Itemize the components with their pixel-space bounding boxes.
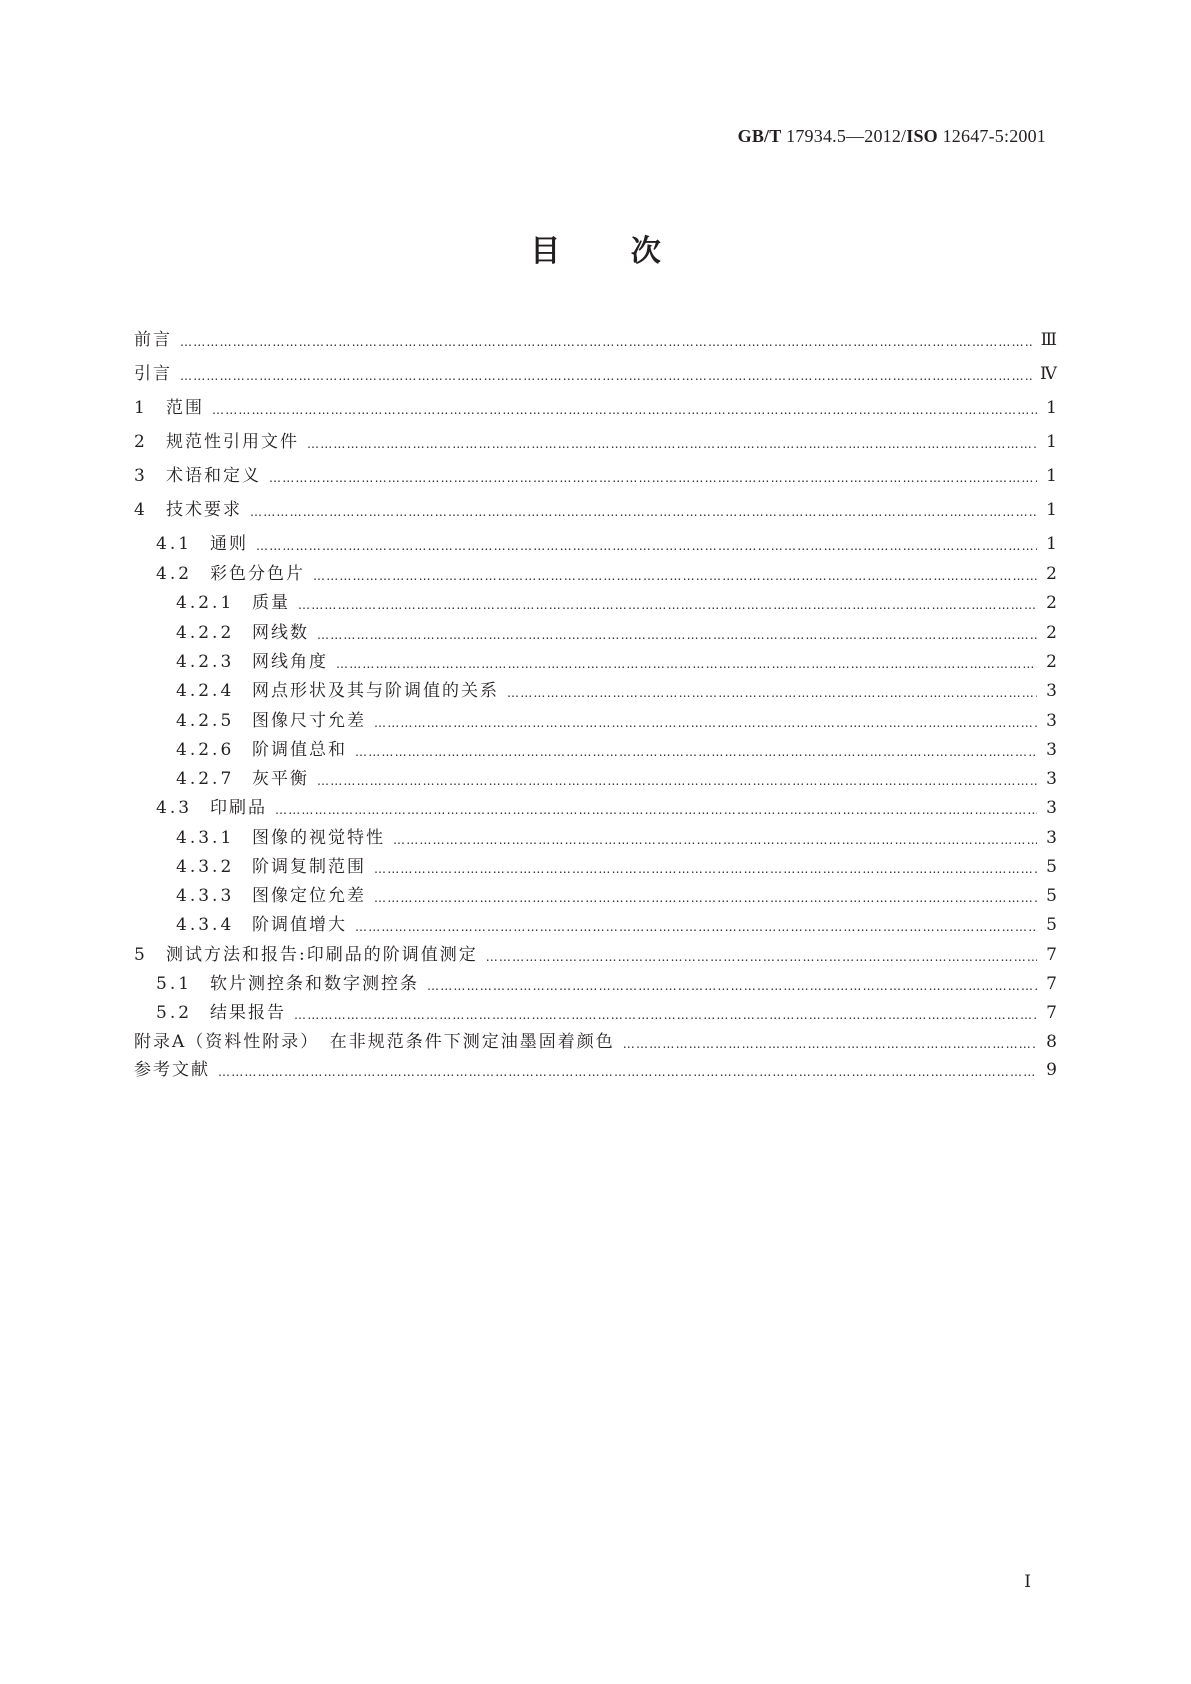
toc-entry[interactable] [134, 395, 1057, 421]
toc-leader-dots [212, 399, 1037, 421]
toc-entry-page: 9 [1046, 1060, 1057, 1080]
toc-entry-page: 3 [1046, 828, 1057, 848]
toc-entry-page: 1 [1046, 534, 1057, 554]
toc-leader-dots [317, 770, 1037, 792]
toc-entry-page: Ⅲ [1040, 330, 1057, 350]
toc-entry[interactable] [134, 1057, 1057, 1083]
toc-entry-title: 网线数 [252, 623, 309, 643]
toc-entry-title: 规范性引用文件 [166, 432, 299, 452]
toc-entry-title: 网点形状及其与阶调值的关系 [252, 681, 499, 701]
toc-entry-title: 软片测控条和数字测控条 [210, 974, 419, 994]
toc-leader-dots [275, 799, 1037, 821]
toc-entry-title: 阶调值增大 [252, 915, 347, 935]
toc-entry-number: 3 [134, 466, 148, 486]
toc-entry-title: 参考文献 [134, 1060, 210, 1080]
toc-entry-number: 4.2.4 [176, 681, 235, 701]
toc-entry-title: 印刷品 [210, 798, 267, 818]
toc-entry[interactable] [134, 854, 1057, 880]
toc-leader-dots [393, 829, 1037, 851]
toc-entry-number: 4.3.1 [176, 828, 235, 848]
toc-entry-page: 3 [1046, 681, 1057, 701]
toc-entry-page: 5 [1046, 857, 1057, 877]
toc-entry-title: 图像定位允差 [252, 886, 366, 906]
toc-entry-number: 4.3.2 [176, 857, 235, 877]
toc-leader-dots [374, 887, 1037, 909]
toc-entry-page: 1 [1046, 466, 1057, 486]
toc-entry[interactable] [134, 620, 1057, 646]
toc-entry-title: 阶调值总和 [252, 740, 347, 760]
toc-leader-dots [623, 1033, 1037, 1055]
toc-leader-dots [317, 624, 1037, 646]
toc-leader-dots [256, 535, 1037, 557]
toc-entry-page: 3 [1046, 769, 1057, 789]
toc-entry-number: 4.2.2 [176, 623, 235, 643]
toc-entry-number: 4.1 [156, 534, 193, 554]
toc-entry-title: 网线角度 [252, 652, 328, 672]
toc-entry[interactable] [134, 883, 1057, 909]
toc-entry-page: 2 [1046, 593, 1057, 613]
toc-entry-page: 1 [1046, 500, 1057, 520]
toc-entry-number: 5 [134, 945, 148, 965]
toc-entry-number: 4.3.4 [176, 915, 235, 935]
toc-entry-title: 图像的视觉特性 [252, 828, 385, 848]
toc-entry-title: 灰平衡 [252, 769, 309, 789]
toc-entry[interactable] [134, 327, 1057, 353]
toc-entry[interactable] [134, 795, 1057, 821]
toc-entry-page: 3 [1046, 711, 1057, 731]
toc-entry-number: 1 [134, 398, 148, 418]
toc-entry-number: 5.2 [156, 1003, 193, 1023]
toc-entry[interactable] [134, 971, 1057, 997]
toc-entry-number: 5.1 [156, 974, 193, 994]
toc-entry-number: 4.3 [156, 798, 193, 818]
standard-iso-label: ISO [906, 126, 938, 146]
toc-leader-dots [298, 594, 1037, 616]
toc-entry-number: 4.2.1 [176, 593, 235, 613]
toc-leader-dots [313, 565, 1037, 587]
toc-entry-page: 3 [1046, 740, 1057, 760]
toc-entry-number: 4.2 [156, 564, 193, 584]
toc-entry-page: 5 [1046, 886, 1057, 906]
toc-leader-dots [180, 365, 1032, 387]
toc-entry[interactable] [134, 737, 1057, 763]
toc-leader-dots [269, 467, 1037, 489]
toc-entry[interactable] [134, 561, 1057, 587]
toc-entry-page: 2 [1046, 652, 1057, 672]
toc-entry[interactable] [134, 912, 1057, 938]
toc-leader-dots [355, 741, 1037, 763]
toc-leader-dots [374, 858, 1037, 880]
toc-entry[interactable] [134, 497, 1057, 523]
page-title: 目 次 [530, 234, 661, 269]
toc-entry-number: 4 [134, 500, 148, 520]
toc-entry-page: 5 [1046, 915, 1057, 935]
toc-entry-title: 范围 [166, 398, 204, 418]
toc-leader-dots [250, 501, 1037, 523]
toc-entry-title: 结果报告 [210, 1003, 286, 1023]
toc-entry[interactable] [134, 678, 1057, 704]
toc-entry[interactable] [134, 1029, 1057, 1055]
toc-entry-page: 7 [1046, 1003, 1057, 1023]
toc-entry[interactable] [134, 361, 1057, 387]
toc-leader-dots [336, 653, 1037, 675]
toc-entry-title: 测试方法和报告:印刷品的阶调值测定 [166, 945, 478, 965]
toc-entry-page: 2 [1046, 623, 1057, 643]
toc-entry[interactable] [134, 649, 1057, 675]
toc-entry-number: 4.2.7 [176, 769, 235, 789]
toc-entry[interactable] [134, 463, 1057, 489]
toc-entry-page: 1 [1046, 398, 1057, 418]
toc-entry-page: 7 [1046, 974, 1057, 994]
toc-entry-title: 通则 [210, 534, 248, 554]
toc-leader-dots [180, 331, 1033, 353]
toc-entry[interactable] [134, 708, 1057, 734]
toc-entry-title: 技术要求 [166, 500, 242, 520]
toc-entry-number: 4.3.3 [176, 886, 235, 906]
toc-entry-title: 前言 [134, 330, 172, 350]
document-header [738, 126, 1046, 147]
standard-iso-number: 12647-5:2001 [942, 126, 1046, 146]
toc-entry-page: 7 [1046, 945, 1057, 965]
toc-entry-page: 2 [1046, 564, 1057, 584]
toc-entry[interactable] [134, 429, 1057, 455]
toc-entry[interactable] [134, 590, 1057, 616]
toc-entry[interactable] [134, 942, 1057, 968]
toc-entry[interactable] [134, 766, 1057, 792]
toc-entry[interactable] [134, 1000, 1057, 1026]
toc-leader-dots [294, 1004, 1037, 1026]
standard-gb-label: GB/T [737, 126, 782, 146]
toc-entry-title: 引言 [134, 364, 172, 384]
toc-entry-page: Ⅳ [1040, 364, 1057, 384]
toc-leader-dots [374, 712, 1037, 734]
page-number: I [1024, 1572, 1031, 1592]
toc-entry-title: 图像尺寸允差 [252, 711, 366, 731]
toc-entry-number: 4.2.5 [176, 711, 235, 731]
toc-leader-dots [307, 433, 1037, 455]
toc-entry-page: 8 [1046, 1032, 1057, 1052]
toc-leader-dots [427, 975, 1037, 997]
toc-entry-page: 1 [1046, 432, 1057, 452]
toc-entry-title: 彩色分色片 [210, 564, 305, 584]
toc-entry-number: 4.2.3 [176, 652, 235, 672]
toc-leader-dots [486, 946, 1037, 968]
toc-leader-dots [218, 1061, 1037, 1083]
toc-entry[interactable] [134, 531, 1057, 557]
toc-entry-page: 3 [1046, 798, 1057, 818]
toc-leader-dots [507, 682, 1037, 704]
toc-entry-title: 质量 [252, 593, 290, 613]
toc-entry-title: 阶调复制范围 [252, 857, 366, 877]
toc-entry-title: 术语和定义 [166, 466, 261, 486]
toc-entry-number: 4.2.6 [176, 740, 235, 760]
standard-gb-number: 17934.5—2012/ [786, 126, 907, 146]
toc-leader-dots [355, 916, 1037, 938]
toc-entry-number: 2 [134, 432, 148, 452]
toc-entry-title: 附录A（资料性附录） 在非规范条件下测定油墨固着颜色 [134, 1032, 615, 1052]
toc-entry[interactable] [134, 825, 1057, 851]
